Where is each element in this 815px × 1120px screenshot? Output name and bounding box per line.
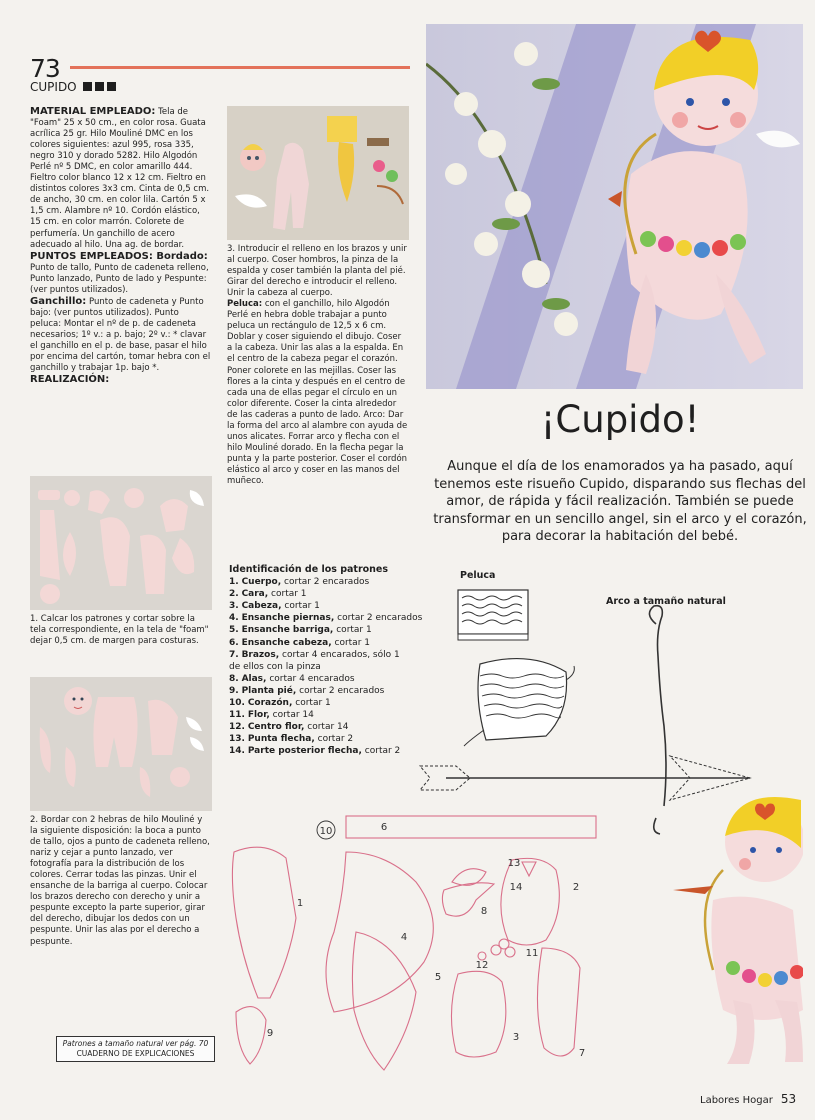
ganchillo-heading: Ganchillo: xyxy=(30,295,87,307)
section-label xyxy=(30,80,116,94)
note-line2: CUADERNO DE EXPLICACIONES xyxy=(76,1049,195,1058)
feature-title: ¡Cupido! xyxy=(540,398,700,441)
pattern-num-1: 1 xyxy=(296,898,304,909)
pattern-num-12: 12 xyxy=(475,960,489,971)
pattern-num-9: 9 xyxy=(266,1028,274,1039)
footer xyxy=(700,1092,796,1106)
material-heading: MATERIAL EMPLEADO: xyxy=(30,106,156,117)
pattern-list-item: 12. Centro flor, cortar 14 xyxy=(229,722,349,733)
pattern-num-7: 7 xyxy=(578,1048,586,1059)
page-number: 73 xyxy=(30,54,60,83)
supplies-photo xyxy=(227,106,409,240)
step3-paragraph: 3. Introducir el relleno en los brazos y unir al cuerpo. Coser hombros, la pinza de la espalda y coser también la planta del pié. Girar del derecho e introducir el relleno. Unir la cabeza al cuerpo. xyxy=(227,244,407,299)
peluca-text: con el ganchillo, hilo Algodón Perlé en hebra doble trabajar a punto peluca un rectángulo de 12,5 x 6 cm. Doblar y coser siguiendo el dibujo. Coser a la cabeza. Unir las alas a la espalda. En el centro de la cabeza pegar el corazón. Poner colorete en las mejillas. Coser las flores a la cinta y después en el centro de cada una de ellas pegar el círculo en un color diferente. Coser la cinta alrededor de las caderas a punto de lado. Arco: Dar la forma del arco al alambre con ayuda de unos alicates. Forrar arco y flecha con el hilo Mouliné dorado. En la flecha pegar la punta y la parte posterior. Coser el cordón elástico al arco y coser en las manos del muñeco. xyxy=(227,299,408,486)
pattern-list-item: 8. Alas, cortar 4 encarados xyxy=(229,673,355,684)
pattern-list xyxy=(229,564,429,758)
pattern-list-item: 4. Ensanche piernas, cortar 2 encarados xyxy=(229,613,423,624)
pattern-list-item: 3. Cabeza, cortar 1 xyxy=(229,601,320,612)
pattern-list-item: 9. Planta pié, cortar 2 encarados xyxy=(229,685,385,696)
pattern-list-item: 7. Brazos, cortar 4 encarados, sólo 1 xyxy=(229,649,400,660)
pattern-list-item: 14. Parte posterior flecha, cortar 2 xyxy=(229,746,401,757)
header-rule xyxy=(70,66,410,69)
pattern-num-13: 13 xyxy=(507,858,521,869)
material-text: Tela de "Foam" 25 x 50 cm., en color rosa. Guata acrílica 25 gr. Hilo Mouliné DMC en los colores siguientes: azul 995, rosa 335, negro 310 y dorado 5282. Hilo Algodón Perlé nº 5 DMC, en color amarillo 444. Fieltro color blanco 12 x 12 cm. Fieltro en distintos colores 3x3 cm. Cinta de 0,5 cm. de ancho, 30 cm. en color lila. Cartón 5 x 1,5 cm. Alambre nº 10. Cordón elástico, 15 cm. en color marrón. Colorete de perfumería. Un ganchillo de acero adecuado al hilo. Una ag. de bordar. xyxy=(30,107,210,250)
pattern-num-4: 4 xyxy=(400,932,408,943)
peluca-label: Peluca xyxy=(460,570,496,581)
pattern-num-11: 11 xyxy=(525,948,539,959)
pattern-num-6: 6 xyxy=(380,822,388,833)
arco-label: Arco a tamaño natural xyxy=(606,596,726,607)
step2-text: 2. Bordar con 2 hebras de hilo Mouliné y la siguiente disposición: la boca a punto de tallo, ojos a punto de cadeneta relleno, nariz y cejar a punto lanzado, ver fotografía para la distribución de los colores. Cerrar todas las pinzas. Unir el ensanche de la barriga al cuerpo. Colocar los brazos derecho con derecho y unir a pespunte excepto la parte superior, girar del derecho, dibujar los dedos con un pespunte. Unir las alas por el derecho a pespunte. xyxy=(30,815,210,947)
sewing-patterns xyxy=(226,812,616,1074)
pattern-list-item: 2. Cara, cortar 1 xyxy=(229,589,307,600)
sewn-pieces-photo xyxy=(30,677,212,811)
realizacion-heading: REALIZACIÓN: xyxy=(30,374,110,386)
pattern-list-item: 6. Ensanche cabeza, cortar 1 xyxy=(229,637,370,648)
section-title: CUPIDO xyxy=(30,80,77,94)
magazine-name: Labores Hogar xyxy=(700,1095,773,1106)
pattern-num-10: 10 xyxy=(319,826,333,837)
materials-column xyxy=(30,106,212,386)
pattern-list-item: 11. Flor, cortar 14 xyxy=(229,710,314,721)
pattern-list-item: 5. Ensanche barriga, cortar 1 xyxy=(229,625,372,636)
cupid-photo xyxy=(426,24,803,389)
pattern-list-item: 10. Corazón, cortar 1 xyxy=(229,698,331,709)
pattern-list-item: de ellos con la pinza xyxy=(229,661,321,672)
cupid-detail-photo xyxy=(663,790,803,1070)
pattern-pieces-photo xyxy=(30,476,212,610)
pattern-num-8: 8 xyxy=(480,906,488,917)
ganchillo-text: Punto de cadeneta y Punto bajo: (ver puntos utilizados). Punto peluca: Montar el nº de p. de cadeneta necesarios; 1º v.: a p. bajo; 2º v.: * clavar el ganchillo en el p. de base, pasar el hilo por encima del cartón, tomar hebra con el ganchillo y trabajar 1p. bajo *. xyxy=(30,296,211,374)
puntos-text: Punto de tallo, Punto de cadeneta relleno, Punto lanzado, Punto de lado y Pespunte: (ver puntos utilizados). xyxy=(30,262,209,295)
pattern-note xyxy=(56,1036,215,1062)
step1-text: 1. Calcar los patrones y cortar sobre la tela correspondiente, en la tela de "foam" dejar 0,5 cm. de margen para costuras. xyxy=(30,614,209,647)
note-line1: Patrones a tamaño natural ver pág. 70 xyxy=(62,1039,209,1048)
pattern-num-3: 3 xyxy=(512,1032,520,1043)
pattern-num-2: 2 xyxy=(572,882,580,893)
pattern-num-5: 5 xyxy=(434,972,442,983)
pattern-list-item: 13. Punta flecha, cortar 2 xyxy=(229,734,354,745)
footer-page-number: 53 xyxy=(780,1092,797,1106)
pattern-list-heading: Identificación de los patrones xyxy=(229,564,389,575)
puntos-heading: PUNTOS EMPLEADOS: Bordado: xyxy=(30,250,208,262)
peluca-heading: Peluca: xyxy=(227,299,263,310)
step3-text xyxy=(227,244,409,487)
pattern-num-14: 14 xyxy=(509,882,523,893)
pattern-list-item: 1. Cuerpo, cortar 2 encarados xyxy=(229,577,370,588)
feature-intro: Aunque el día de los enamorados ya ha pasado, aquí tenemos este risueño Cupido, disparando sus flechas del amor, de rápida y fácil realización. También se puede transformar en un sencillo angel, sin el arco y el corazón, para decorar la habitación del bebé. xyxy=(433,459,807,544)
